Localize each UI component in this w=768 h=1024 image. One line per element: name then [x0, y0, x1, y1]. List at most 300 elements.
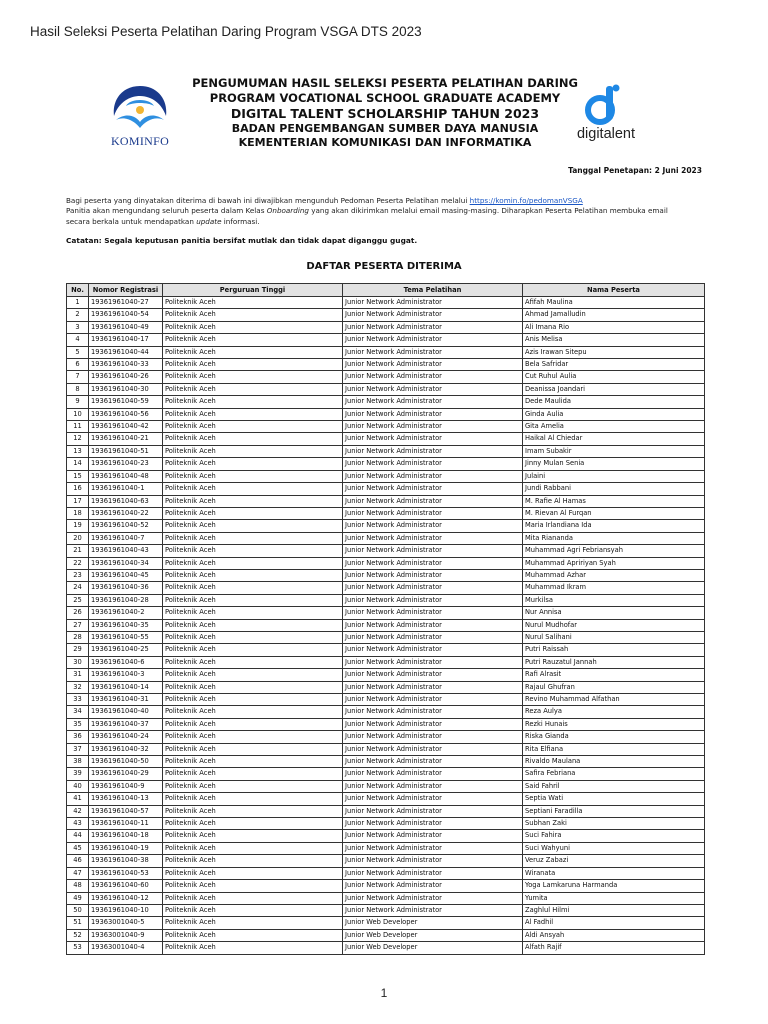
cell-nomor-registrasi: 19361961040-43 [89, 545, 163, 557]
cell-nomor-registrasi: 19361961040-12 [89, 892, 163, 904]
cell-tema-pelatihan: Junior Network Administrator [343, 855, 523, 867]
cell-nama-peserta: Cut Ruhul Aulia [523, 371, 705, 383]
cell-tema-pelatihan: Junior Network Administrator [343, 507, 523, 519]
table-row [67, 880, 705, 892]
cell-nomor-registrasi: 19361961040-51 [89, 445, 163, 457]
intro-line-1 [66, 196, 702, 206]
cell-perguruan-tinggi: Politeknik Aceh [163, 396, 343, 408]
cell-tema-pelatihan: Junior Network Administrator [343, 619, 523, 631]
pedoman-link[interactable]: https://komin.fo/pedomanVSGA [469, 196, 583, 205]
cell-tema-pelatihan: Junior Network Administrator [343, 718, 523, 730]
cell-nama-peserta: Riska Gianda [523, 731, 705, 743]
table-row [67, 582, 705, 594]
intro-text-2b: yang akan dikirimkan melalui email masing-masing. Diharapkan Peserta Pelatihan membuka email [308, 206, 668, 216]
cell-no: 13 [67, 445, 89, 457]
cell-perguruan-tinggi: Politeknik Aceh [163, 904, 343, 916]
cell-nomor-registrasi: 19361961040-24 [89, 731, 163, 743]
cell-perguruan-tinggi: Politeknik Aceh [163, 743, 343, 755]
cell-tema-pelatihan: Junior Network Administrator [343, 768, 523, 780]
cell-perguruan-tinggi: Politeknik Aceh [163, 582, 343, 594]
cell-perguruan-tinggi: Politeknik Aceh [163, 793, 343, 805]
cell-nomor-registrasi: 19363001040-4 [89, 942, 163, 954]
table-row [67, 569, 705, 581]
table-row [67, 433, 705, 445]
table-row [67, 942, 705, 954]
table-row [67, 756, 705, 768]
cell-nomor-registrasi: 19361961040-34 [89, 557, 163, 569]
cell-no: 3 [67, 321, 89, 333]
cell-perguruan-tinggi: Politeknik Aceh [163, 321, 343, 333]
cell-nomor-registrasi: 19361961040-3 [89, 669, 163, 681]
table-row [67, 619, 705, 631]
cell-no: 45 [67, 842, 89, 854]
cell-nomor-registrasi: 19361961040-31 [89, 694, 163, 706]
table-row [67, 694, 705, 706]
cell-no: 14 [67, 458, 89, 470]
cell-tema-pelatihan: Junior Network Administrator [343, 681, 523, 693]
cell-no: 21 [67, 545, 89, 557]
cell-perguruan-tinggi: Politeknik Aceh [163, 607, 343, 619]
cell-nama-peserta: Bela Safridar [523, 359, 705, 371]
table-row [67, 830, 705, 842]
page-header-title: Hasil Seleksi Peserta Pelatihan Daring Program VSGA DTS 2023 [30, 24, 422, 39]
cell-nama-peserta: Septiani Faradilla [523, 805, 705, 817]
kominfo-logo-text: KOMINFO [110, 134, 170, 148]
cell-tema-pelatihan: Junior Web Developer [343, 929, 523, 941]
cell-nomor-registrasi: 19361961040-25 [89, 644, 163, 656]
cell-tema-pelatihan: Junior Network Administrator [343, 396, 523, 408]
table-row [67, 818, 705, 830]
cell-perguruan-tinggi: Politeknik Aceh [163, 942, 343, 954]
cell-tema-pelatihan: Junior Network Administrator [343, 433, 523, 445]
cell-tema-pelatihan: Junior Network Administrator [343, 483, 523, 495]
cell-tema-pelatihan: Junior Network Administrator [343, 334, 523, 346]
cell-nama-peserta: Zaghlul Hilmi [523, 904, 705, 916]
cell-tema-pelatihan: Junior Network Administrator [343, 545, 523, 557]
cell-nomor-registrasi: 19361961040-49 [89, 321, 163, 333]
table-row [67, 371, 705, 383]
cell-no: 12 [67, 433, 89, 445]
cell-nomor-registrasi: 19361961040-40 [89, 706, 163, 718]
cell-nama-peserta: Mita Riananda [523, 532, 705, 544]
table-row [67, 780, 705, 792]
cell-nomor-registrasi: 19361961040-36 [89, 582, 163, 594]
title-line-4: BADAN PENGEMBANGAN SUMBER DAYA MANUSIA [231, 122, 539, 136]
cell-nama-peserta: Dede Maulida [523, 396, 705, 408]
intro-text-2em: Onboarding [266, 206, 309, 216]
cell-nomor-registrasi: 19361961040-23 [89, 458, 163, 470]
cell-perguruan-tinggi: Politeknik Aceh [163, 818, 343, 830]
table-row [67, 359, 705, 371]
cell-tema-pelatihan: Junior Network Administrator [343, 557, 523, 569]
cell-tema-pelatihan: Junior Network Administrator [343, 607, 523, 619]
cell-perguruan-tinggi: Politeknik Aceh [163, 520, 343, 532]
cell-perguruan-tinggi: Politeknik Aceh [163, 532, 343, 544]
table-row [67, 557, 705, 569]
table-row [67, 793, 705, 805]
title-line-2: PROGRAM VOCATIONAL SCHOOL GRADUATE ACADEMY [209, 90, 561, 105]
cell-nomor-registrasi: 19361961040-14 [89, 681, 163, 693]
cell-tema-pelatihan: Junior Network Administrator [343, 582, 523, 594]
cell-no: 52 [67, 929, 89, 941]
cell-tema-pelatihan: Junior Network Administrator [343, 458, 523, 470]
cell-no: 8 [67, 383, 89, 395]
title-line-1: PENGUMUMAN HASIL SELEKSI PESERTA PELATIHAN DARING [192, 76, 578, 90]
cell-perguruan-tinggi: Politeknik Aceh [163, 892, 343, 904]
table-row [67, 768, 705, 780]
cell-nomor-registrasi: 19363001040-5 [89, 917, 163, 929]
cell-nama-peserta: Yumita [523, 892, 705, 904]
cell-nama-peserta: Safira Febriana [523, 768, 705, 780]
cell-nama-peserta: Putri Raissah [523, 644, 705, 656]
cell-no: 6 [67, 359, 89, 371]
cell-nomor-registrasi: 19361961040-13 [89, 793, 163, 805]
cell-no: 18 [67, 507, 89, 519]
cell-nama-peserta: Jinny Mulan Senia [523, 458, 705, 470]
cell-nomor-registrasi: 19361961040-53 [89, 867, 163, 879]
cell-nomor-registrasi: 19361961040-29 [89, 768, 163, 780]
cell-nama-peserta: Nurul Mudhofar [523, 619, 705, 631]
cell-nomor-registrasi: 19361961040-38 [89, 855, 163, 867]
cell-tema-pelatihan: Junior Network Administrator [343, 321, 523, 333]
cell-nama-peserta: Murkilsa [523, 594, 705, 606]
cell-perguruan-tinggi: Politeknik Aceh [163, 694, 343, 706]
cell-nama-peserta: Rezki Hunais [523, 718, 705, 730]
committee-note: Catatan: Segala keputusan panitia bersifat mutlak dan tidak dapat diganggu gugat. [66, 236, 418, 245]
cell-nama-peserta: Muhammad Ikram [523, 582, 705, 594]
cell-no: 29 [67, 644, 89, 656]
cell-perguruan-tinggi: Politeknik Aceh [163, 433, 343, 445]
cell-perguruan-tinggi: Politeknik Aceh [163, 718, 343, 730]
cell-nama-peserta: Revino Muhammad Alfathan [523, 694, 705, 706]
cell-nomor-registrasi: 19361961040-11 [89, 818, 163, 830]
cell-perguruan-tinggi: Politeknik Aceh [163, 408, 343, 420]
cell-no: 49 [67, 892, 89, 904]
cell-nama-peserta: Rajaul Ghufran [523, 681, 705, 693]
header-perguruan-tinggi: Perguruan Tinggi [163, 284, 343, 297]
intro-text-1: Bagi peserta yang dinyatakan diterima di bawah ini diwajibkan mengunduh Pedoman Peserta Pelatihan melalui [66, 196, 470, 205]
cell-perguruan-tinggi: Politeknik Aceh [163, 706, 343, 718]
cell-nomor-registrasi: 19361961040-1 [89, 483, 163, 495]
header-no: No. [67, 284, 89, 297]
cell-perguruan-tinggi: Politeknik Aceh [163, 545, 343, 557]
table-row [67, 855, 705, 867]
cell-tema-pelatihan: Junior Web Developer [343, 917, 523, 929]
cell-no: 40 [67, 780, 89, 792]
cell-nama-peserta: Jundi Rabbani [523, 483, 705, 495]
cell-no: 38 [67, 756, 89, 768]
title-line-5: KEMENTERIAN KOMUNIKASI DAN INFORMATIKA [238, 136, 532, 150]
digitalent-logo-text: digitalent [576, 126, 636, 142]
cell-nomor-registrasi: 19361961040-50 [89, 756, 163, 768]
table-row [67, 532, 705, 544]
cell-no: 11 [67, 421, 89, 433]
cell-nama-peserta: Haikal Al Chiedar [523, 433, 705, 445]
cell-no: 33 [67, 694, 89, 706]
cell-nama-peserta: Rafi Alrasit [523, 669, 705, 681]
cell-nomor-registrasi: 19361961040-59 [89, 396, 163, 408]
cell-tema-pelatihan: Junior Network Administrator [343, 694, 523, 706]
table-row [67, 297, 705, 309]
decision-date: Tanggal Penetapan: 2 Juni 2023 [568, 166, 702, 175]
cell-nomor-registrasi: 19361961040-55 [89, 631, 163, 643]
cell-no: 47 [67, 867, 89, 879]
cell-nama-peserta: Rivaldo Maulana [523, 756, 705, 768]
cell-no: 39 [67, 768, 89, 780]
cell-no: 24 [67, 582, 89, 594]
cell-no: 50 [67, 904, 89, 916]
cell-nama-peserta: Deanissa Joandari [523, 383, 705, 395]
table-row [67, 309, 705, 321]
table-row [67, 334, 705, 346]
cell-nomor-registrasi: 19361961040-9 [89, 780, 163, 792]
cell-no: 9 [67, 396, 89, 408]
cell-no: 31 [67, 669, 89, 681]
cell-perguruan-tinggi: Politeknik Aceh [163, 483, 343, 495]
cell-nomor-registrasi: 19361961040-54 [89, 309, 163, 321]
cell-tema-pelatihan: Junior Network Administrator [343, 631, 523, 643]
table-row [67, 445, 705, 457]
cell-nama-peserta: Gita Amelia [523, 421, 705, 433]
kominfo-emblem-icon [106, 82, 174, 134]
cell-nama-peserta: Nurul Salihani [523, 631, 705, 643]
cell-tema-pelatihan: Junior Network Administrator [343, 371, 523, 383]
cell-tema-pelatihan: Junior Network Administrator [343, 793, 523, 805]
cell-nama-peserta: Muhammad Apririyan Syah [523, 557, 705, 569]
cell-perguruan-tinggi: Politeknik Aceh [163, 371, 343, 383]
cell-tema-pelatihan: Junior Network Administrator [343, 346, 523, 358]
title-line-3: DIGITAL TALENT SCHOLARSHIP TAHUN 2023 [230, 105, 540, 121]
header-nomor-registrasi: Nomor Registrasi [89, 284, 163, 297]
cell-nomor-registrasi: 19361961040-32 [89, 743, 163, 755]
cell-no: 1 [67, 297, 89, 309]
cell-perguruan-tinggi: Politeknik Aceh [163, 731, 343, 743]
cell-no: 10 [67, 408, 89, 420]
table-row [67, 346, 705, 358]
table-row [67, 917, 705, 929]
cell-no: 4 [67, 334, 89, 346]
cell-no: 44 [67, 830, 89, 842]
cell-nomor-registrasi: 19361961040-22 [89, 507, 163, 519]
cell-tema-pelatihan: Junior Network Administrator [343, 309, 523, 321]
cell-nomor-registrasi: 19361961040-60 [89, 880, 163, 892]
cell-nama-peserta: Veruz Zabazi [523, 855, 705, 867]
cell-no: 23 [67, 569, 89, 581]
cell-nomor-registrasi: 19361961040-6 [89, 656, 163, 668]
cell-no: 22 [67, 557, 89, 569]
cell-perguruan-tinggi: Politeknik Aceh [163, 346, 343, 358]
table-row [67, 929, 705, 941]
cell-no: 25 [67, 594, 89, 606]
cell-perguruan-tinggi: Politeknik Aceh [163, 334, 343, 346]
cell-nama-peserta: Imam Subakir [523, 445, 705, 457]
cell-tema-pelatihan: Junior Network Administrator [343, 594, 523, 606]
cell-perguruan-tinggi: Politeknik Aceh [163, 756, 343, 768]
cell-nomor-registrasi: 19361961040-45 [89, 569, 163, 581]
page-number: 1 [380, 986, 388, 1000]
cell-nama-peserta: Afifah Maulina [523, 297, 705, 309]
cell-nama-peserta: Suci Wahyuni [523, 842, 705, 854]
table-row [67, 495, 705, 507]
cell-perguruan-tinggi: Politeknik Aceh [163, 917, 343, 929]
cell-nomor-registrasi: 19361961040-17 [89, 334, 163, 346]
cell-nama-peserta: Muhammad Agri Febriansyah [523, 545, 705, 557]
cell-nama-peserta: Septia Wati [523, 793, 705, 805]
table-row [67, 520, 705, 532]
cell-no: 5 [67, 346, 89, 358]
cell-perguruan-tinggi: Politeknik Aceh [163, 557, 343, 569]
table-row [67, 904, 705, 916]
table-row [67, 545, 705, 557]
cell-tema-pelatihan: Junior Network Administrator [343, 359, 523, 371]
cell-perguruan-tinggi: Politeknik Aceh [163, 569, 343, 581]
cell-tema-pelatihan: Junior Network Administrator [343, 297, 523, 309]
announcement-title [186, 76, 584, 151]
cell-perguruan-tinggi: Politeknik Aceh [163, 681, 343, 693]
cell-nama-peserta: Maria Irlandiana Ida [523, 520, 705, 532]
table-row [67, 408, 705, 420]
cell-no: 51 [67, 917, 89, 929]
cell-perguruan-tinggi: Politeknik Aceh [163, 805, 343, 817]
cell-perguruan-tinggi: Politeknik Aceh [163, 830, 343, 842]
table-row [67, 470, 705, 482]
cell-no: 34 [67, 706, 89, 718]
table-row [67, 383, 705, 395]
cell-no: 53 [67, 942, 89, 954]
cell-no: 16 [67, 483, 89, 495]
cell-tema-pelatihan: Junior Network Administrator [343, 731, 523, 743]
cell-nama-peserta: Said Fahril [523, 780, 705, 792]
cell-no: 15 [67, 470, 89, 482]
cell-nomor-registrasi: 19361961040-57 [89, 805, 163, 817]
cell-nomor-registrasi: 19361961040-30 [89, 383, 163, 395]
cell-nomor-registrasi: 19361961040-48 [89, 470, 163, 482]
cell-tema-pelatihan: Junior Network Administrator [343, 495, 523, 507]
table-row [67, 631, 705, 643]
table-row [67, 842, 705, 854]
cell-no: 17 [67, 495, 89, 507]
cell-no: 30 [67, 656, 89, 668]
cell-tema-pelatihan: Junior Network Administrator [343, 470, 523, 482]
cell-perguruan-tinggi: Politeknik Aceh [163, 495, 343, 507]
cell-tema-pelatihan: Junior Network Administrator [343, 892, 523, 904]
table-row [67, 644, 705, 656]
cell-perguruan-tinggi: Politeknik Aceh [163, 842, 343, 854]
cell-perguruan-tinggi: Politeknik Aceh [163, 594, 343, 606]
cell-nomor-registrasi: 19361961040-63 [89, 495, 163, 507]
kominfo-logo [106, 82, 174, 152]
cell-no: 43 [67, 818, 89, 830]
intro-line-2 [66, 206, 702, 216]
cell-tema-pelatihan: Junior Web Developer [343, 942, 523, 954]
cell-no: 20 [67, 532, 89, 544]
cell-perguruan-tinggi: Politeknik Aceh [163, 309, 343, 321]
cell-perguruan-tinggi: Politeknik Aceh [163, 768, 343, 780]
cell-perguruan-tinggi: Politeknik Aceh [163, 359, 343, 371]
digitalent-emblem-icon [560, 82, 652, 126]
cell-perguruan-tinggi: Politeknik Aceh [163, 929, 343, 941]
cell-nama-peserta: M. Rievan Al Furqan [523, 507, 705, 519]
cell-no: 2 [67, 309, 89, 321]
cell-tema-pelatihan: Junior Network Administrator [343, 532, 523, 544]
cell-nomor-registrasi: 19361961040-42 [89, 421, 163, 433]
table-row [67, 681, 705, 693]
header-nama-peserta: Nama Peserta [523, 284, 705, 297]
cell-tema-pelatihan: Junior Network Administrator [343, 706, 523, 718]
cell-nama-peserta: Rita Elfiana [523, 743, 705, 755]
intro-text-3a: secara berkala untuk mendapatkan [66, 216, 197, 226]
cell-tema-pelatihan: Junior Network Administrator [343, 904, 523, 916]
cell-perguruan-tinggi: Politeknik Aceh [163, 867, 343, 879]
cell-perguruan-tinggi: Politeknik Aceh [163, 880, 343, 892]
cell-perguruan-tinggi: Politeknik Aceh [163, 421, 343, 433]
cell-nomor-registrasi: 19361961040-35 [89, 619, 163, 631]
intro-paragraph [66, 196, 702, 227]
cell-nama-peserta: Julaini [523, 470, 705, 482]
cell-no: 46 [67, 855, 89, 867]
cell-perguruan-tinggi: Politeknik Aceh [163, 458, 343, 470]
cell-tema-pelatihan: Junior Network Administrator [343, 867, 523, 879]
table-row [67, 718, 705, 730]
cell-nomor-registrasi: 19363001040-9 [89, 929, 163, 941]
cell-nama-peserta: Ginda Aulia [523, 408, 705, 420]
cell-nama-peserta: Reza Aulya [523, 706, 705, 718]
cell-nama-peserta: Suci Fahira [523, 830, 705, 842]
cell-nomor-registrasi: 19361961040-44 [89, 346, 163, 358]
cell-tema-pelatihan: Junior Network Administrator [343, 818, 523, 830]
table-row [67, 805, 705, 817]
table-row [67, 458, 705, 470]
cell-nomor-registrasi: 19361961040-21 [89, 433, 163, 445]
table-row [67, 607, 705, 619]
cell-no: 28 [67, 631, 89, 643]
cell-tema-pelatihan: Junior Network Administrator [343, 445, 523, 457]
cell-nomor-registrasi: 19361961040-19 [89, 842, 163, 854]
table-row [67, 421, 705, 433]
cell-nomor-registrasi: 19361961040-28 [89, 594, 163, 606]
cell-perguruan-tinggi: Politeknik Aceh [163, 507, 343, 519]
table-row [67, 656, 705, 668]
cell-perguruan-tinggi: Politeknik Aceh [163, 855, 343, 867]
cell-perguruan-tinggi: Politeknik Aceh [163, 656, 343, 668]
cell-perguruan-tinggi: Politeknik Aceh [163, 297, 343, 309]
table-row [67, 731, 705, 743]
cell-nama-peserta: Anis Melisa [523, 334, 705, 346]
cell-nama-peserta: Nur Annisa [523, 607, 705, 619]
cell-tema-pelatihan: Junior Network Administrator [343, 644, 523, 656]
cell-tema-pelatihan: Junior Network Administrator [343, 780, 523, 792]
table-row [67, 321, 705, 333]
table-row [67, 892, 705, 904]
cell-nama-peserta: Alfath Rajif [523, 942, 705, 954]
table-row [67, 594, 705, 606]
cell-tema-pelatihan: Junior Network Administrator [343, 520, 523, 532]
cell-no: 42 [67, 805, 89, 817]
cell-nama-peserta: Putri Rauzatul Jannah [523, 656, 705, 668]
cell-perguruan-tinggi: Politeknik Aceh [163, 445, 343, 457]
cell-tema-pelatihan: Junior Network Administrator [343, 656, 523, 668]
cell-no: 48 [67, 880, 89, 892]
cell-nomor-registrasi: 19361961040-26 [89, 371, 163, 383]
cell-tema-pelatihan: Junior Network Administrator [343, 408, 523, 420]
cell-no: 26 [67, 607, 89, 619]
cell-no: 41 [67, 793, 89, 805]
cell-nomor-registrasi: 19361961040-18 [89, 830, 163, 842]
cell-perguruan-tinggi: Politeknik Aceh [163, 619, 343, 631]
cell-nomor-registrasi: 19361961040-52 [89, 520, 163, 532]
cell-nama-peserta: Azis Irawan Sitepu [523, 346, 705, 358]
cell-tema-pelatihan: Junior Network Administrator [343, 569, 523, 581]
